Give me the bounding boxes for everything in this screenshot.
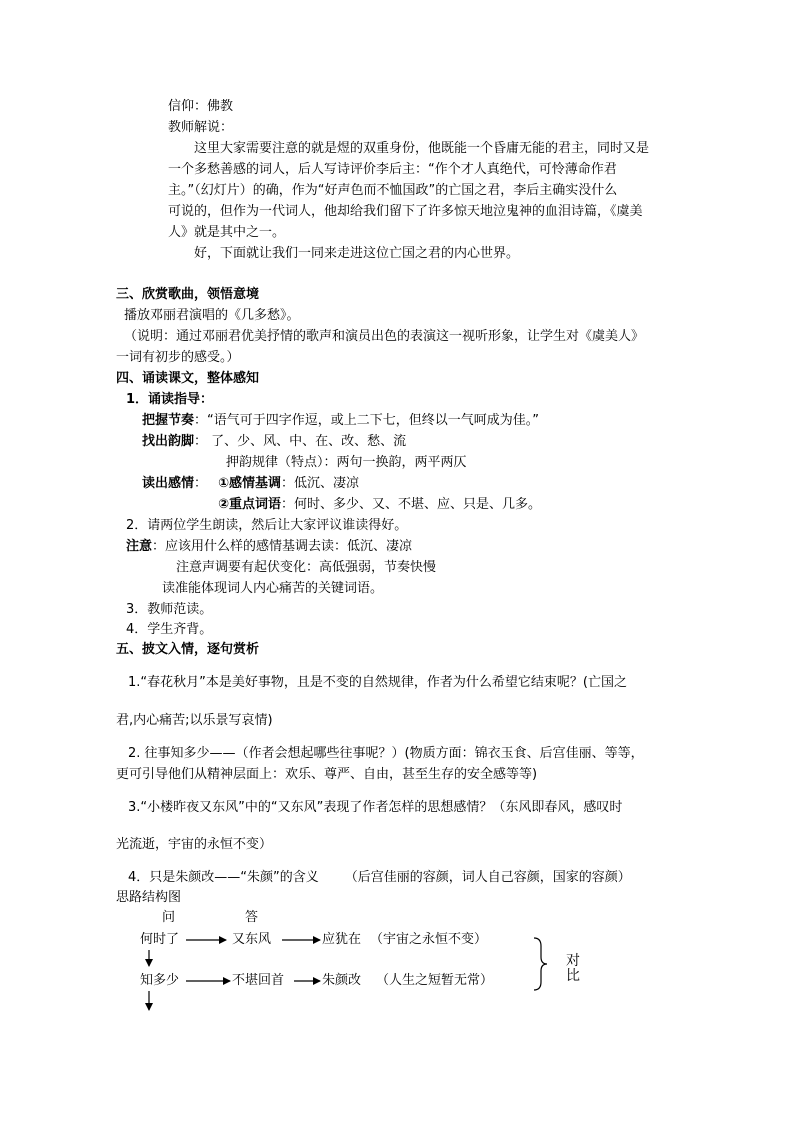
- attention-text: ：应该用什么样的感情基调去读：低沉、凄凉: [152, 539, 413, 554]
- paragraph-line: 好，下面就让我们一同来走进这位亡国之君的内心世界。: [194, 246, 520, 261]
- paragraph-line: 人》就是其中之一。: [168, 225, 286, 240]
- rhythm-label: 把握节奏: [142, 413, 195, 428]
- key-words-label: ②重点词语: [218, 497, 282, 512]
- rhyme-text: ： 了、少、风、中、在、改、愁、流: [194, 434, 407, 449]
- paragraph-line: 这里大家需要注意的就是煜的双重身份，他既能一个昏庸无能的君主，同时又是: [194, 141, 650, 156]
- attention-line-2: 注意声调要有起伏变化：高低强弱，节奏快慢: [176, 560, 437, 575]
- note-line: （说明：通过邓丽君优美抒情的歌声和演员出色的表演这一视听形象，让学生对《虞美人》: [124, 329, 645, 344]
- question-1-cont: 君,内心痛苦;以乐景写哀情): [116, 713, 273, 728]
- question-4-text: 4．只是朱颜改——“朱颜”的含义: [128, 870, 319, 885]
- section-heading-4: 四、诵读课文，整体感知: [116, 371, 260, 386]
- list-item: 4．学生齐背。: [126, 622, 213, 637]
- contrast-brace: [534, 938, 547, 990]
- attention-line-3: 读准能体现词人内心痛苦的关键词语。: [162, 581, 384, 596]
- section-heading-5: 五、披文入情，逐句赏析: [116, 642, 260, 657]
- rhyme-label: 找出韵脚: [142, 434, 195, 449]
- question-2-cont: 更可引导他们从精神层面上：欢乐、尊严、自由，甚至生存的安全感等等): [116, 767, 538, 782]
- note-line: 一词有初步的感受。）: [116, 350, 240, 365]
- attention-label: 注意: [126, 539, 153, 554]
- diagram-title: 思路结构图: [116, 890, 182, 905]
- section-heading-3: 三、欣赏歌曲，领悟意境: [116, 287, 260, 302]
- question-3: 3.“小楼昨夜又东风”中的“又东风”表现了作者怎样的思想感情？（东风即春风，感叹时: [128, 800, 623, 815]
- emotion-label: 读出感情: [142, 476, 195, 491]
- key-words-text: ：何时、多少、又、不堪、应、只是、几多。: [281, 497, 542, 512]
- paragraph-line: 可说的，但作为一代词人，他却给我们留下了许多惊天地泣鬼神的血泪诗篇，《虞美: [168, 204, 643, 219]
- diagram-question-header: 问: [162, 910, 176, 925]
- diagram-node-east-wind: 又东风: [232, 932, 272, 947]
- play-line: 播放邓丽君演唱的《几多愁》。: [124, 308, 300, 323]
- diagram-contrast-1: 对: [566, 953, 580, 969]
- teacher-explain-label: 教师解说：: [168, 120, 234, 135]
- paragraph-line: 主。”（幻灯片）的确，作为“好声色而不恤国政”的亡国之君，李后主确实没什么: [168, 183, 618, 198]
- diagram-node-how-many: 知多少: [140, 973, 180, 988]
- question-3-cont: 光流逝，宇宙的永恒不变）: [116, 837, 273, 852]
- diagram-node-face-changed: 朱颜改: [322, 973, 362, 988]
- diagram-node-still-there: 应犹在: [322, 932, 362, 947]
- question-1: 1.“春花秋月”本是美好事物，且是不变的自然规律，作者为什么希望它结束呢？(亡国之: [128, 675, 627, 690]
- diagram-note-transient: （人生之短暂无常）: [376, 973, 494, 988]
- list-item: 2．请两位学生朗读，然后让大家评议谁读得好。: [126, 518, 408, 533]
- rhythm-text: ：“语气可于四字作逗，或上二下七，但终以一气呵成为佳。”: [194, 413, 539, 428]
- diagram-note-eternal: （宇宙之永恒不变）: [370, 932, 488, 947]
- tone-text: ：低沉、凄凉: [281, 476, 360, 491]
- rhyme-rule: 押韵规律（特点）：两句一换韵，两平两仄: [226, 455, 467, 470]
- emotion-colon: ：: [194, 476, 208, 491]
- paragraph-line: 一个多愁善感的词人，后人写诗评价李后主：“作个才人真绝代，可怜薄命作君: [168, 162, 617, 177]
- diagram-answer-header: 答: [245, 910, 259, 925]
- list-item: 3．教师范读。: [126, 602, 213, 617]
- question-2: 2. 往事知多少——（作者会想起哪些往事呢？）(物质方面：锦衣玉食、后宫佳丽、等等，: [128, 746, 644, 761]
- diagram-node-when-end: 何时了: [140, 932, 180, 947]
- question-4-answer: （后宫佳丽的容颜，词人自己容颜，国家的容颜）: [344, 870, 631, 885]
- diagram-node-unbearable: 不堪回首: [232, 973, 285, 988]
- tone-label: ①感情基调: [218, 476, 282, 491]
- faith-line: 信仰：佛教: [168, 99, 234, 114]
- diagram-contrast-2: 比: [566, 968, 580, 984]
- reading-guide-item: 1．诵读指导：: [126, 392, 214, 407]
